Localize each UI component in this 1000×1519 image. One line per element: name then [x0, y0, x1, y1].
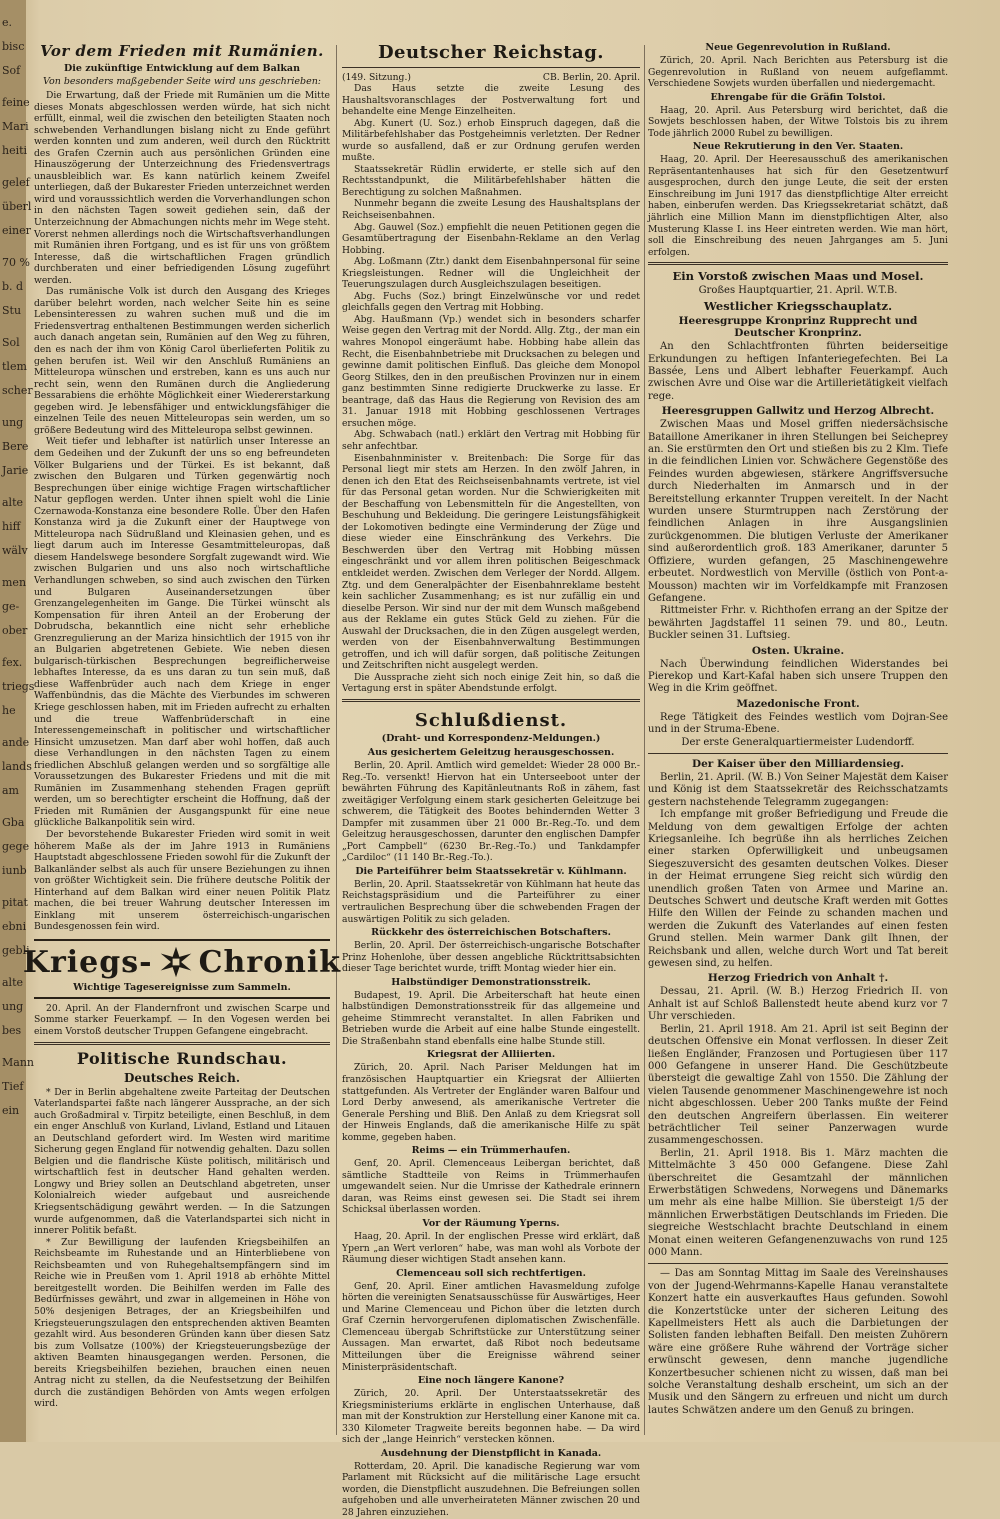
edge-fragment: hiff	[2, 520, 21, 533]
reichstag-paragraph: Abg. Fuchs (Soz.) bringt Einzelwünsche vor und redet gleichfalls gegen den Vertrag mit Hobbing.	[342, 290, 640, 314]
edge-fragment: Tief	[2, 1080, 24, 1093]
news-item-headline: Rückkehr des österreichischen Botschafters.	[371, 927, 611, 939]
reichstag-title: Deutscher Reichstag.	[377, 42, 605, 63]
edge-fragment: ge-	[2, 600, 20, 613]
edge-fragment: gege	[2, 840, 30, 853]
column-middle	[342, 40, 640, 1519]
schlussdienst-title: Schlußdienst.	[414, 709, 568, 731]
edge-fragment: Sol	[2, 336, 20, 349]
rundschau-paragraph: * Zur Bewilligung der laufenden Kriegsbeihilfen an Reichsbeamte im Ruhestande und an Hinterbliebene von Reichsbeamten und von Ruhegehaltsempfängern sind im Reiche wie in Preußen vom 1. April 1918 ab erhöhte Mittel bereitgestellt worden. Die Beihilfen werden im Falle des Bedürfnisses gewährt, und zwar in allgemeinen in Höhe von 50% desjenigen Betrages, der an Kriegsbeihilfen und Kriegsteuerungszulagen den entsprechenden aktiven Beamten gezahlt wird. Aus besonderen Gründen kann über diesen Satz bis zum Vollsatze (100%) der Kriegsteuerungsbezüge der aktiven Beamten hinausgegangen werden. Personen, die bereits Kriegsbeihilfen beziehen, brauchen einen neuen Antrag nicht zu stellen, da die Neufestsetzung der Beihilfen durch die zuständigen Behörden von Amts wegen erfolgen wird.	[34, 1236, 330, 1410]
edge-fragment: Mann	[2, 1056, 34, 1069]
column-rule	[336, 45, 337, 1435]
article-source: Von besonders maßgebender Seite wird uns geschrieben:	[42, 76, 322, 87]
agency-line: (Draht- und Korrespondenz-Meldungen.)	[381, 732, 601, 744]
reichstag-paragraph: Abg. Gauwel (Soz.) empfiehlt die neuen Petitionen gegen die Gesamtübertragung der Eisenbahn-Reklame an den Verlag Hobbing.	[342, 221, 640, 256]
news-item-headline: Clemenceau soll sich rechtfertigen.	[396, 1267, 586, 1279]
edge-fragment: e.	[2, 16, 13, 29]
edge-fragment: fex.	[2, 656, 23, 669]
article-paragraph: Die Erwartung, daß der Friede mit Rumänien um die Mitte dieses Monats abgeschlossen werden würde, hat sich nicht erfüllt, einmal, weil die zwischen den beteiligten Staaten noch schwebenden Verhandlungen bislang nicht zu Ende geführt werden konnten und zum anderen, weil durch den Rücktritt des Grafen Czernin auch aus persönlichen Gründen eine Hinauszögerung der Unterzeichnung des Friedensvertrags unausbleiblich war. Es kann natürlich keinem Zweifel unterliegen, daß der Bukarester Frieden unterzeichnet werden wird und vorausssichtlich werden die Vorverhandlungen schon in den nächsten Tagen soweit gediehen sein, daß der Unterzeichnung der Abmachungen nichts mehr im Wege steht. Vorerst nehmen allerdings noch die Wirtschaftsverhandlungen mit Rumänien ihren Fortgang, und es ist für uns von größtem Interesse, daß die wirtschaftlichen Fragen gründlich durchberaten und einer befriedigenden Lösung zugeführt werden.	[34, 90, 330, 286]
news-item-text: Zürich, 20. April. Nach Berichten aus Petersburg ist die Gegenrevolution in Rußland von neuem aufgeflammt. Verschiedene Sowjets wurden überfallen und niedergemacht.	[648, 55, 948, 90]
maz-title: Mazedonische Front.	[736, 697, 860, 710]
news-item-text: Berlin, 20. April. Amtlich wird gemeldet: Wieder 28 000 Br.-Reg.-To. versenkt! Hiervon hat ein Unterseeboot unter der bewährten Führung des Kapitänleutnants Roß in zähem, fast zweitägiger Verfolgung einem stark gesicherten Geleitzuge bei schwerem, die Tätigkeit des Bootes behindernden Wetter 3 Dampfer mit zusammen über 21 000 Br.-Reg.-To. und dem Geleitzug herausgeschossen, darunter den englischen Dampfer „Port Campbell“ (6230 Br.-Reg.-To.) und Tankdampfer „Cardiloc“ (11 140 Br.-Reg.-To.).	[342, 759, 640, 864]
group2-title: Heeresgruppen Gallwitz und Herzog Albrecht.	[661, 405, 935, 418]
rundschau-title: Politische Rundschau.	[76, 1048, 288, 1068]
news-item-headline: Eine noch längere Kanone?	[417, 1375, 565, 1387]
edge-fragment: Mari	[2, 120, 29, 133]
news-item-text: Berlin, 20. April. Staatssekretär von Kühlmann hat heute das Reichstagspräsidium und die Parteiführer zu einer vertraulichen Besprechung über die schwebenden Fragen der auswärtigen Politik zu sich geladen.	[342, 878, 640, 925]
kaiser-telegram: Ich empfange mit großer Befriedigung und Freude die Meldung von dem gewaltigen Erfolge der achten Kriegsanleihe. Ich begrüße ihn als herrliches Zeichen einer starken Opferwilligkeit und unbeugsamen Siegeszuversicht des gesamten deutschen Volkes. Dieser in der Heimat errungene Sieg reicht sich würdig den unendlich großen Taten von Armee und Marine an. Deutsches Schwert und deutsche Kraft werden mit Gottes Hilfe den Willen der Feinde zu schanden machen und werden die Zukunft des Vaterlandes auf einen festen Grund stellen. Mein warmer Dank gilt Ihnen, der Reichsbank und allen, welche durch Wort und Tat bereit gewesen sind, zu helfen.	[648, 809, 948, 970]
edge-fragment: pitat	[2, 896, 28, 909]
news-item-headline: Neue Rekrutierung in den Ver. Staaten.	[692, 141, 904, 153]
news-item-headline: Ehrengabe für die Gräfin Tolstoi.	[710, 91, 886, 103]
edge-fragment: bes	[2, 1024, 22, 1037]
edge-fragment: b. d	[2, 280, 24, 293]
edge-fragment: gelef	[2, 176, 30, 189]
edge-fragment: triegs	[2, 680, 35, 693]
edge-fragment: 70 %	[2, 256, 30, 269]
reichstag-paragraph: Abg. Kunert (U. Soz.) erhob Einspruch dagegen, daß die Militärbefehlshaber das Postgeheimnis verletzten. Der Redner wurde so ausfallend, daß er zur Ordnung gerufen werden mußte.	[342, 117, 640, 164]
session-line	[342, 72, 640, 83]
reichstag-paragraph: Staatssekretär Rüdlin erwiderte, er stelle sich auf den Rechtsstandpunkt, die Militärbefehlshaber hätten die Berechtigung zu solchen Maßnahmen.	[342, 163, 640, 198]
report-paragraph: Zwischen Maas und Mosel griffen niedersächsische Bataillone Amerikaner in ihren Stellungen bei Seicheprey an. Sie erstürmten den Ort und stießen bis zu 2 Klm. Tiefe in die feindlichen Linien vor. Schwächere Gegenstöße des Feindes wurden abgewiesen, stärkere Angriffsversuche durch Niederhalten im Anmarsch und in der Bereitstellung erkannter Truppen vereitelt. In der Nacht wurden unsere Sturmtruppen nach Zerstörung der feindlichen Anlagen in ihre Ausgangslinien zurückgenommen. Die blutigen Verluste der Amerikaner sind außerordentlich groß. 183 Amerikaner, darunter 5 Offiziere, wurden gefangen, 25 Maschinengewehre erbeutet. Nordwestlich von Merville (östlich von Pont-a-Mousson) machten wir im Vorfeldkampfe mit Franzosen Gefangene.	[648, 419, 948, 604]
adjacent-page-edge	[0, 0, 35, 1442]
edge-fragment: ung	[2, 416, 24, 429]
article-title-rumaenien: Vor dem Frieden mit Rumänien.	[40, 42, 324, 60]
kriegs-chronik-header	[22, 939, 342, 999]
edge-fragment: bisc	[2, 40, 25, 53]
reichstag-paragraph: Das Haus setzte die zweite Lesung des Haushaltsvoranschlages der Postverwaltung fort und behandelte eine Menge Einzelheiten.	[342, 83, 640, 118]
news-item-headline: Halbstündiger Demonstrationsstreik.	[391, 976, 591, 988]
reichstag-body	[342, 83, 640, 695]
west-front-title: Westlicher Kriegsschauplatz.	[703, 299, 893, 314]
kriegs-title-part1: Kriegs-	[22, 944, 153, 980]
edge-fragment: he	[2, 704, 16, 717]
news-item-text: Genf, 20. April. Clemenceaus Leibergan berichtet, daß sämtliche Stadtteile von Reims in Trümmerhaufen umgewandelt seien. Nur die Umrisse der Kathedrale erinnern daran, was Reims einst gewesen sei. Die Stadt sei ihrem Schicksal überlassen worden.	[342, 1158, 640, 1216]
edge-fragment: einer	[2, 224, 31, 237]
kriegs-chronik-subtitle: Wichtige Tagesereignisse zum Sammeln.	[73, 981, 291, 993]
edge-fragment: Bere	[2, 440, 29, 453]
news-item-headline: Aus gesichertem Geleitzug herausgeschossen.	[367, 746, 615, 758]
edge-fragment: scher	[2, 384, 33, 397]
kriegs-chronik-entry: 20. April. An der Flandernfront und zwischen Scarpe und Somme starker Feuerkampf. — In den Vogesen werden bei einem Vorstoß deutscher Truppen Gefangene eingebracht.	[34, 1002, 330, 1038]
kriegs-title-part2: Chronik	[198, 944, 342, 980]
edge-fragment: tlem	[2, 360, 27, 373]
news-item-headline: Neue Gegenrevolution in Rußland.	[705, 42, 891, 53]
kriegs-chronik-title	[22, 944, 342, 980]
news-item-text: Rotterdam, 20. April. Die kanadische Regierung war vom Parlament mit Rücksicht auf die militärische Lage ersucht worden, die Dienstpflicht auszudehnen. Die Befreiungen sollen aufgehoben und alle unverheirateten Männer zwischen 20 und 28 Jahren einzuziehen.	[342, 1460, 640, 1518]
edge-fragment: Jarie	[2, 464, 29, 477]
reich-subtitle: Deutsches Reich.	[123, 1070, 241, 1085]
news-items-top	[648, 42, 948, 258]
divider	[648, 753, 948, 754]
news-item-text: Zürich, 20. April. Nach Pariser Meldungen hat im französischen Hauptquartier ein Kriegsrat der Alliierten stattgefunden. Als Vertreter der Engländer waren Balfour und Lord Derby anwesend, als amerikanische Vertreter die Generale Pershing und Bliß. Den Anlaß zu dem Kriegsrat soll der Hinweis Englands, daß die amerikanische Hilfe zu spät komme, gegeben haben.	[342, 1062, 640, 1143]
berlin-report: Berlin, 21. April 1918. Am 21. April ist seit Beginn der deutschen Offensive ein Monat verflossen. In dieser Zeit ließen Engländer, Franzosen und Portugiesen über 117 000 Gefangene in unserer Hand. Die Geschützbeute übersteigt die gewaltige Zahl von 1550. Die Zählung der vielen Tausende genommener Maschinengewehre ist noch nicht abgeschlossen. Ueber 200 Tanks mußte der Feind den deutschen Angreifern überlassen. Ein weiterer beträchtlicher Teil seiner Panzerwagen wurde zusammengeschossen.	[648, 1023, 948, 1147]
news-item-text: Zürich, 20. April. Der Unterstaatssekretär des Kriegsministeriums erklärte in englischen Unterhause, daß man mit der Konstruktion zur Herstellung einer Kanone mit ca. 330 Kilometer Tragweite bereits begonnen habe. — Da wird sich der „lange Heinrich“ verstecken können.	[342, 1388, 640, 1446]
report-paragraph: An den Schlachtfronten führten beiderseitige Erkundungen zu heftigen Infanteriegefechten. Bei La Bassée, Lens und Albert lebhafter Feuerkampf. Auch zwischen Avre und Oise war die Artillerietätigkeit vielfach rege.	[648, 341, 948, 402]
edge-fragment: ebni	[2, 920, 27, 933]
edge-fragment: Gba	[2, 816, 25, 829]
news-item-text: Berlin, 20. April. Der österreichisch-ungarische Botschafter Prinz Hohenlohe, über dessen angebliche Rücktrittsabsichten dieser Tage berichtet wurde, trifft Montag wieder hier ein.	[342, 940, 640, 975]
ost-title: Osten. Ukraine.	[751, 644, 845, 657]
edge-fragment: lands	[2, 760, 32, 773]
report-paragraph: Rittmeister Frhr. v. Richthofen errang an der Spitze der bewährten Jagdstaffel 11 seinen 79. und 80., Leutn. Buckler seinen 31. Luftsieg.	[648, 605, 948, 642]
berlin-report: Berlin, 21. April 1918. Bis 1. März machten die Mittelmächte 3 450 000 Gefangene. Diese Zahl überschreitet die Gesamtzahl der männlichen Erwerbstätigen Schwedens, Norwegens und Dänemarks um mehr als eine halbe Million. Sie übersteigt 1/5 der männlichen Erwerbstätigen Deutschlands im Frieden. Die siegreiche Westschlacht brachte Deutschland in einem Monat einen weiteren Gefangenenzuwachs von rund 125 000 Mann.	[648, 1147, 948, 1259]
edge-fragment: am	[2, 784, 19, 797]
rundschau-paragraph: * Der in Berlin abgehaltene zweite Parteitag der Deutschen Vaterlandspartei faßte nach längerer Aussprache, an der sich auch Großadmiral v. Tirpitz beteiligte, einen Beschluß, in dem ein enger Anschluß von Kurland, Livland, Estland und Litauen an Deutschland gefordert wird. Im Westen wird maritime Sicherung gegen England für notwendig gehalten. Dazu sollen Belgien und die flandrische Küste politisch, militärisch und wirtschaftlich fest in deutscher Hand gehalten werden. Longwy und Briey sollen an Deutschland abgetreten, unser Kolonialreich wieder aufgebaut und ausreichende Kriegsentschädigung gewährt werden. — In die Satzungen wurde aufgenommen, daß die Vaterlandspartei sich nicht in innerer Politik befaßt.	[34, 1086, 330, 1237]
news-item-text: Haag, 20. April. Der Heeresausschuß des amerikanischen Repräsentantenhauses hat sich für den Gesetzentwurf ausgesprochen, durch den junge Leute, die seit der ersten Einschreibung im Juni 1917 das dienstpflichtige Alter erreicht haben, einberufen werden. Das Kriegssekretariat schätzt, daß jährlich eine Million Mann im dienstpflichtigen Alter, also Musterung Klasse I. ins Heer eintreten werden. Wie man hört, soll die Einschreibung des neuen Jahrganges am 5. Juni erfolgen.	[648, 154, 948, 258]
local-news: — Das am Sonntag Mittag im Saale des Vereinshauses von der Jugend-Wehrmanns-Kapelle Hanau veranstaltete Konzert hatte ein ausverkauftes Haus gefunden. Sowohl die Konzertstücke unter der sicheren Leitung des Kapellmeisters Hett als auch die Darbietungen der Solisten fanden lebhaften Beifall. Den meisten Zuhörern wäre eine größere Ruhe während der Vorträge sicher erwünscht gewesen, denn manche jugendliche Konzertbesucher schienen nicht zu wissen, daß man bei solche Veranstaltung deshalb erscheint, um sich an der Musik und den Sängern zu erfreuen und nicht um durch lautes Schwätzen andere um den Genuß zu bringen.	[648, 1268, 948, 1416]
reichstag-paragraph: Abg. Schwabach (natl.) erklärt den Vertrag mit Hobbing für sehr anfechtbar.	[342, 429, 640, 452]
news-item-headline: Reims — ein Trümmerhaufen.	[411, 1145, 571, 1157]
reichstag-paragraph: Abg. Loßmann (Ztr.) dankt dem Eisenbahnpersonal für seine Kriegsleistungen. Redner will die Ungleichheit der Teuerungszulagen durch Ausgleichszulagen beseitigen.	[342, 256, 640, 291]
news-item-headline: Die Parteiführer beim Staatssekretär v. Kühlmann.	[355, 865, 627, 877]
news-item-text: Budapest, 19. April. Die Arbeiterschaft hat heute einen halbstündigen Demonstrationsstreik für das allgemeine und geheime Stimmrecht veranstaltet. In allen Fabriken und Betrieben wurde die Arbeit auf eine halbe Stunde eingestellt. Die Straßenbahn stand ebenfalls eine halbe Stunde still.	[342, 989, 640, 1047]
column-right	[648, 40, 948, 1417]
edge-fragment: men	[2, 576, 27, 589]
edge-fragment: iunb	[2, 864, 27, 877]
article-subtitle: Die zukünftige Entwicklung auf dem Balkan	[64, 63, 300, 74]
article-paragraph: Der bevorstehende Bukarester Frieden wird somit in weit höherem Maße als der im Jahre 1913 in Rumäniens Hauptstadt abgeschlossene Frieden sowohl für die Zukunft der Balkanländer selbst als auch für unsere Beziehungen zu ihnen von größter Wichtigkeit sein. Die frühere deutsche Politik der Hinterhand auf dem Balkan wird einer neuen Politik Platz machen, die bei treuer Wahrung deutscher Interessen im Einklang mit unserem österreichisch-ungarischen Bundesgenossen fein wird.	[34, 829, 330, 933]
news-item-text: Haag, 20. April. In der englischen Presse wird erklärt, daß Ypern „an Wert verloren“ habe, was man wohl als Vorbote der Räumung dieser wichtigen Stadt ansehen kann.	[342, 1231, 640, 1266]
divider	[342, 67, 640, 68]
edge-fragment: alte	[2, 496, 24, 509]
iron-cross-icon	[159, 945, 193, 979]
reichstag-paragraph: Die Aussprache zieht sich noch einige Zeit hin, so daß die Vertagung erst in später Abendstunde erfolgt.	[342, 671, 640, 695]
article-paragraph: Das rumänische Volk ist durch den Ausgang des Krieges darüber belehrt worden, nach welcher Seite hin es seine Lebensinteressen zu wahren suchen muß und die im Friedensvertrag enthaltenen Bestimmungen werden sicherlich auch danach angetan sein, Rumänien auf den Weg zu führen, den es nach der ihm von König Carol überlieferten Politik zu gehen berufen ist. Weil wir den Anschluß Rumäniens an Mitteleuropa wünschen und erstreben, kann es uns auch nur recht sein, wenn den Rumänen durch die Angliederung Bessarabiens die erhöhte Möglichkeit einer Wiedererstarkung gegeben wird. Je lebensfähiger und entwicklungsfähiger die einzelnen Teile des neuen Mitteleuropas sein werden, um so größere Bedeutung wird des Mitteleuropa selbst gewinnen.	[34, 286, 330, 436]
vorstoss-title: Ein Vorstoß zwischen Maas und Mosel.	[672, 269, 924, 284]
section-divider	[342, 699, 640, 702]
schlussdienst-items	[342, 747, 640, 1519]
column-left	[22, 40, 342, 1410]
news-item-headline: Kriegsrat der Alliierten.	[426, 1049, 556, 1061]
reichstag-paragraph: Abg. Haußmann (Vp.) wendet sich in besonders scharfer Weise gegen den Vertrag mit der Nordd. Allg. Ztg., der man ein wahres Monopol eingeräumt habe. Hobbing habe allein das Recht, die Eisenbahnbetriebe mit Drucksachen zu belegen und gewinne damit politischen Einfluß. Das gleiche dem Monopol Georg Stilkes, den in den preußischen Provinzen nur in einem ganz bestimmten Sinne redigierte Druckwerke zu lasse. Er beantrage, daß das Haus die Regierung von Revision des am 31. Januar 1918 mit Hobbing geschlossenen Vertrages ersuchen möge.	[342, 313, 640, 429]
news-item-text: Genf, 20. April. Einer amtlichen Havasmeldung zufolge hörten die vereinigten Senatsausschüsse für Auswärtiges, Heer und Marine Clemenceau und Pichon über die letzten durch Graf Czernin hervorgerufenen diplomatischen Zwischenfälle. Clemenceau übergab Schriftstücke zur Unterstützung seiner Aussagen. Man erwartet, daß Ribot noch bedeutsame Mitteilungen über die Ereignisse während seiner Ministerpräsidentschaft.	[342, 1280, 640, 1373]
anhalt-text: Dessau, 21. April. (W. B.) Herzog Friedrich II. von Anhalt ist auf Schloß Ballenstedt heute abend kurz vor 7 Uhr verschieden.	[648, 986, 948, 1023]
kaiser-title: Der Kaiser über den Milliardensieg.	[692, 757, 904, 770]
kaiser-intro: Berlin, 21. April. (W. B.) Von Seiner Majestät dem Kaiser und König ist dem Staatssekretär des Reichsschatzamts gestern nachstehende Telegramm zugegangen:	[648, 771, 948, 808]
edge-fragment: überl	[2, 200, 32, 213]
report-paragraph: Nach Überwindung feindlichen Widerstandes bei Pierekop und Kart-Kafal haben sich unsere Truppen den Weg in die Krim geöffnet.	[648, 658, 948, 695]
column-rule	[644, 45, 645, 1435]
divider	[648, 1263, 948, 1264]
reichstag-paragraph: Nunmehr begann die zweite Lesung des Haushaltsplans der Reichseisenbahnen.	[342, 198, 640, 222]
edge-fragment: ober	[2, 624, 28, 637]
edge-fragment: ande	[2, 736, 30, 749]
session-number: (149. Sitzung.)	[342, 72, 411, 83]
edge-fragment: Sof	[2, 64, 21, 77]
edge-fragment: Stu	[2, 304, 22, 317]
anhalt-title: Herzog Friedrich von Anhalt †.	[707, 972, 889, 985]
edge-fragment: gebli	[2, 944, 30, 957]
section-divider	[648, 262, 948, 265]
edge-fragment: alte	[2, 976, 24, 989]
report-signoff: Der erste Generalquartiermeister Ludendorff.	[681, 736, 915, 748]
reichstag-paragraph: Eisenbahnminister v. Breitenbach: Die Sorge für das Personal liegt mir stets am Herzen. In den zwölf Jahren, in denen ich den Etat des Reichseisenbahnamts vertrete, ist viel für das Personal getan worden. Nur die Schwierigkeiten mit der Beschaffung von Lebensmitteln für die Angestellten, von Beschuhung und Bekleidung. Die geringere Leistungsfähigkeit der Lokomotiven bedingte eine Verminderung der Züge und diese wieder eine Einschränkung des Verkehrs. Die Beschwerden über den Vertrag mit Hobbing müssen eingeschränkt und vor allem ihren politischen Beigeschmack entkleidet werden. Zwischen dem Verleger der Nordd. Allgem. Ztg. und dem Generalpächter der Eisenbahnreklame besteht kein sachlicher Zusammenhang; es ist nur zufällig ein und dieselbe Person. Wir sind nur der mit dem Wunsch maßgebend aus der Reklame ein gutes Stück Geld zu ziehen. Für die Auswahl der Drucksachen, die in den Zügen ausgelegt werden, werden von der Eisenbahnverwaltung Bestimmungen getroffen, und ich will dafür sorgen, daß politische Zeitungen und Zeitschriften nicht ausgelegt werden.	[342, 452, 640, 672]
article-paragraph: Weit tiefer und lebhafter ist natürlich unser Interesse an dem Gedeihen und der Zukunft der uns so eng befreundeten Völker Bulgariens und der Türkei. Es ist bekannt, daß zwischen den Bulgaren und Türken gegenwärtig noch Besprechungen über einige wichtige Fragen wirtschaftlicher Natur gepflogen werden. Unter ihnen spielt wohl die Linie Czernawoda-Konstanza eine besondere Rolle. Über den Hafen Konstanza wird ja die Zukunft einer der Hauptwege von Mitteleuropa nach Südrußland und Kleinasien gehen, und es liegt darum auch im Interesse Gesamtmitteleuropas, daß diesem Handelswege besondere Sorgfalt zugewandt wird. Wie zwischen Bulgarien und uns also noch wirtschaftliche Verhandlungen schweben, so sind auch zwischen den Türken und Bulgaren Auseinandersetzungen über Grenzangelegenheiten im Gange. Die Türkei wünscht als Kompensation für ihren Anteil an der Eroberung der Dobrudscha, bekanntlich eine nicht sehr erhebliche Grenzregulierung an der Mariza hinsichtlich der 1915 von ihr an Bulgarien abgetretenen Gebiete. Wie neben diesen bulgarisch-türkischen Besprechungen begreiflicherweise lebhaftes Interesse, da es uns daran zu tun sein muß, daß diese Waffenbrüder auch nach dem Kriege in enger Waffenbündnis, das die Mächte des Vierbundes im schweren Kriege geschlossen haben, mit im Frieden aufrecht zu erhalten und die treue Waffenbrüderschaft in eine Interessengemeinschaft in politischer und wirtschaftlicher Hinsicht umzusetzen. Man darf aber wohl hoffen, daß auch diese Verhandlungen in den nächsten Tagen zu einem friedlichen Abschluß gelangen werden und so sorgfältige alle Voraussetzungen des Bukarester Friedens und mit die mit Rumänien im Zusammenhang stehenden Fragen geprüft werden, um so berechtigter erscheint die Hoffnung, daß der Frieden mit Rumänien der Ausgangspunkt für eine neue glückliche Balkanpolitik sein wird.	[34, 436, 330, 829]
news-item-text: Haag, 20. April. Aus Petersburg wird berichtet, daß die Sowjets beschlossen haben, der Witwe Tolstois bis zu ihrem Tode jährlich 2000 Rubel zu bewilligen.	[648, 104, 948, 139]
group1-title: Heeresgruppe Kronprinz Rupprecht und Deutscher Kronprinz.	[678, 315, 918, 340]
edge-fragment: ein	[2, 1104, 20, 1117]
report-paragraph: Rege Tätigkeit des Feindes westlich vom Dojran-See und in der Struma-Ebene.	[648, 711, 948, 736]
section-divider	[34, 1042, 330, 1045]
edge-fragment: feine	[2, 96, 30, 109]
edge-fragment: heiti	[2, 144, 28, 157]
hq-line: Großes Hauptquartier, 21. April. W.T.B.	[698, 285, 898, 297]
news-item-headline: Vor der Räumung Yperns.	[422, 1218, 560, 1230]
edge-fragment: wälv	[2, 544, 28, 557]
news-item-headline: Ausdehnung der Dienstpflicht in Kanada.	[380, 1447, 602, 1459]
session-dateline: CB. Berlin, 20. April.	[542, 72, 640, 83]
edge-fragment: ung	[2, 1000, 24, 1013]
